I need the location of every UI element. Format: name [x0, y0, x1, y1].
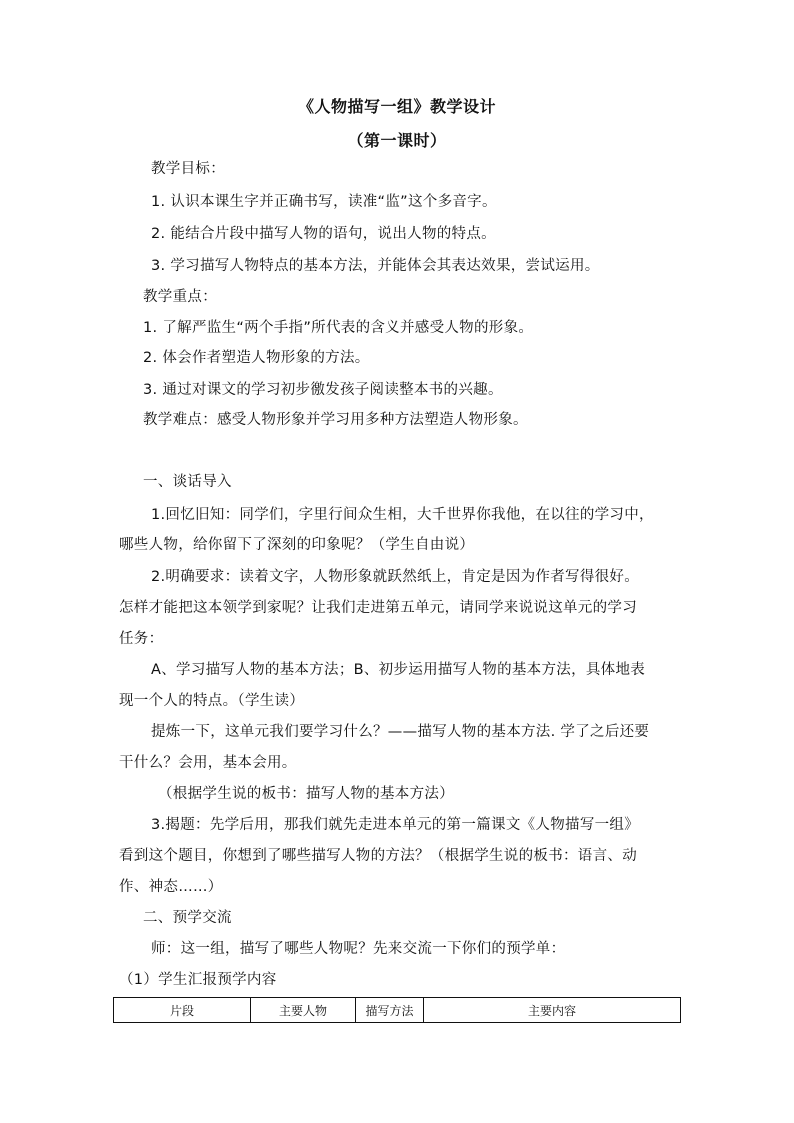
section-heading: 一、谈话导入 — [143, 474, 232, 490]
difficulty-line: 教学难点：感受人物形象并学习用多种方法塑造人物形象。 — [143, 412, 528, 428]
paragraph-line: 怎样才能把这本领学到家呢？让我们走进第五单元，请同学来说说这单元的学习 — [119, 600, 637, 616]
paragraph-line: 看到这个题目，你想到了哪些描写人物的方法？（根据学生说的板书：语言、动 — [119, 848, 637, 864]
paragraph-line: A、学习描写人物的基本方法；B、初步运用描写人物的基本方法，具体地表 — [151, 662, 646, 678]
paragraph-line: 1.回忆旧知：同学们，字里行间众生相，大千世界你我他，在以往的学习中， — [151, 507, 654, 523]
paragraph-line: 2.明确要求：读着文字，人物形象就跃然纸上，肯定是因为作者写得很好。 — [151, 569, 640, 585]
objective-item: 3. 学习描写人物特点的基本方法，并能体会其表达效果，尝试运用。 — [151, 258, 600, 274]
key-point-item: 3. 通过对课文的学习初步徼发孩子阅读整本书的兴趣。 — [143, 382, 503, 398]
objective-item: 1. 认识本课生字并正确书写，读准“监”这个多音字。 — [151, 194, 497, 210]
paragraph-line: 现一个人的特点。（学生读） — [119, 693, 305, 709]
objectives-heading: 教学目标： — [151, 161, 225, 177]
paragraph-line: 3.揭题：先学后用，那我们就先走进本单元的第一篇课文《人物描写一组》 — [151, 817, 640, 833]
table-header-cell: 主要人物 — [251, 998, 356, 1023]
paragraph-line: 作、神态……） — [119, 879, 223, 895]
objective-item: 2. 能结合片段中描写人物的语句，说出人物的特点。 — [151, 226, 496, 242]
paragraph-line: 干什么？会用，基本会用。 — [119, 755, 297, 771]
key-point-item: 1. 了解严监生“两个手指”所代表的含义并感受人物的形象。 — [143, 320, 534, 336]
section-heading: 二、预学交流 — [143, 910, 232, 926]
key-points-heading: 教学重点： — [143, 289, 217, 305]
key-point-item: 2. 体会作者塑造人物形象的方法。 — [143, 350, 370, 366]
paragraph-line: （1）学生汇报预学内容 — [119, 972, 277, 988]
paragraph-line: 师：这一组，描写了哪些人物呢？先来交流一下你们的预学单： — [151, 941, 566, 957]
prestudy-table — [113, 997, 681, 1023]
paragraph-line: 提炼一下，这单元我们要学习什么？——描写人物的基本方法. 学了之后还要 — [151, 724, 650, 740]
paragraph-line: （根据学生说的板书：描写人物的基本方法） — [158, 786, 454, 802]
document-subtitle: （第一课时） — [347, 131, 447, 150]
document-title: 《人物描写一组》教学设计 — [297, 97, 496, 116]
table-header-cell: 描写方法 — [356, 998, 424, 1023]
paragraph-line: 哪些人物，给你留下了深刻的印象呢？（学生自由说） — [119, 537, 475, 553]
table-header-cell: 片段 — [114, 998, 251, 1023]
paragraph-line: 任务： — [119, 631, 164, 647]
table-header-cell: 主要内容 — [424, 998, 681, 1023]
table-header-row — [114, 998, 681, 1023]
